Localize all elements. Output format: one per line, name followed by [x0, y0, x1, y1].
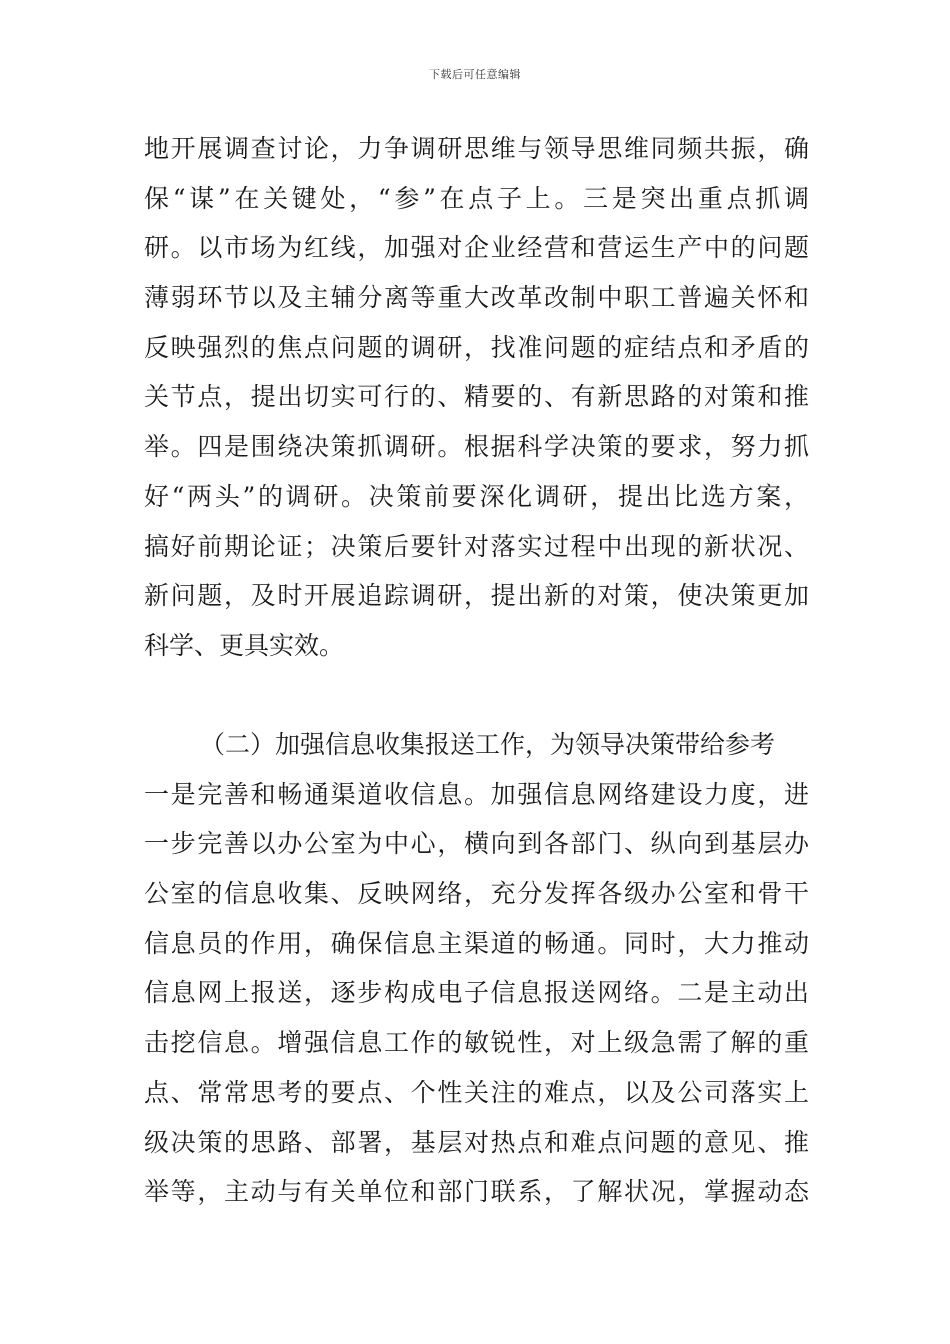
text-line: 击挖信息。增强信息工作的敏锐性，对上级急需了解的重 [144, 1028, 809, 1058]
text-line: 新问题，及时开展追踪调研，提出新的对策，使决策更加 [144, 581, 809, 611]
text-line: 公室的信息收集、反映网络，充分发挥各级办公室和骨干 [144, 879, 809, 909]
text-line: 举。四是围绕决策抓调研。根据科学决策的要求，努力抓 [144, 432, 809, 462]
text-line: 薄弱环节以及主辅分离等重大改革改制中职工普遍关怀和 [144, 283, 809, 313]
text-line: 信息网上报送，逐步构成电子信息报送网络。二是主动出 [144, 978, 809, 1008]
text-line: 搞好前期论证；决策后要针对落实过程中出现的新状况、 [144, 531, 809, 561]
text-line: 信息员的作用，确保信息主渠道的畅通。同时，大力推动 [144, 928, 809, 958]
text-line: 好“两头”的调研。决策前要深化调研，提出比选方案， [144, 481, 809, 511]
text-line: 举等，主动与有关单位和部门联系，了解状况，掌握动态 [144, 1177, 809, 1207]
text-line: 保“谋”在关键处，“参”在点子上。三是突出重点抓调 [144, 183, 809, 213]
text-line: 级决策的思路、部署，基层对热点和难点问题的意见、推 [144, 1127, 809, 1157]
text-line: 科学、更具实效。 [144, 630, 345, 660]
text-line: 研。以市场为红线，加强对企业经营和营运生产中的问题 [144, 233, 809, 263]
text-line: 一步完善以办公室为中心，横向到各部门、纵向到基层办 [144, 829, 809, 859]
section-heading: （二）加强信息收集报送工作，为领导决策带给参考 [200, 730, 776, 759]
paragraph-information [144, 720, 809, 1217]
paragraph-research [144, 124, 809, 671]
page-header: 下载后可任意编辑 [429, 68, 521, 81]
text-line: 关节点，提出切实可行的、精要的、有新思路的对策和推 [144, 382, 809, 412]
text-line: 反映强烈的焦点问题的调研，找准问题的症结点和矛盾的 [144, 332, 809, 362]
text-line: 地开展调查讨论，力争调研思维与领导思维同频共振，确 [144, 134, 809, 163]
text-line: 一是完善和畅通渠道收信息。加强信息网络建设力度，进 [144, 779, 809, 809]
text-line: 点、常常思考的要点、个性关注的难点，以及公司落实上 [144, 1077, 809, 1107]
